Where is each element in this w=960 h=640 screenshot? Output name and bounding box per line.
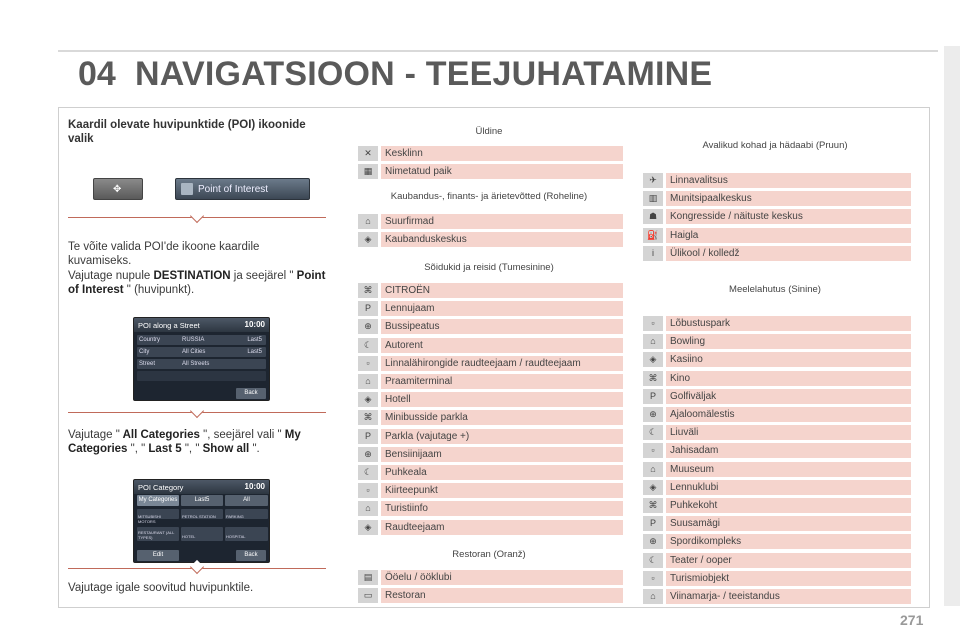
poi-category-icon: ◈	[358, 520, 378, 535]
poi-category-row	[643, 498, 911, 513]
poi-category-icon: ◈	[643, 480, 663, 495]
poi-category-label: Linnavalitsus	[666, 173, 911, 188]
section-travel: Sõidukid ja reisid (Tumesinine)	[424, 262, 554, 273]
poi-category-icon: ⊕	[643, 407, 663, 422]
poi-category-icon: ▤	[358, 570, 378, 585]
page-number: 271	[900, 612, 924, 628]
screen1-row: Country RUSSIA Last5	[137, 335, 266, 345]
poi-category-row	[643, 553, 911, 568]
poi-category-row	[358, 374, 623, 389]
poi-category-screenshot	[133, 479, 270, 563]
poi-category-icon: ☾	[358, 338, 378, 353]
paragraph-2: Vajutage nupule DESTINATION ja seejärel " Point of Interest " (huvipunkt).	[68, 270, 326, 296]
poi-category-label: Kongresside / näituste keskus	[666, 209, 911, 224]
poi-category-label: Munitsipaalkeskus	[666, 191, 911, 206]
poi-category-label: Suusamägi	[666, 516, 911, 531]
poi-category-label: Kiirteepunkt	[381, 483, 623, 498]
poi-category-row	[643, 389, 911, 404]
left-heading: Kaardil olevate huvipunktide (POI) ikoonide valik	[68, 119, 306, 145]
poi-category-row	[358, 520, 623, 535]
poi-button-screenshot	[175, 178, 310, 200]
screen2-title: POI Category	[138, 483, 184, 492]
poi-category-icon: ⌂	[643, 334, 663, 349]
poi-category-row	[358, 483, 623, 498]
poi-category-label: Restoran	[381, 588, 623, 603]
poi-category-label: Bensiinijaam	[381, 447, 623, 462]
poi-category-label: CITROËN	[381, 283, 623, 298]
poi-category-row	[358, 356, 623, 371]
poi-category-icon: P	[358, 301, 378, 316]
poi-category-label: Suurfirmad	[381, 214, 623, 229]
poi-category-row	[358, 338, 623, 353]
poi-category-row	[358, 301, 623, 316]
poi-category-row	[358, 232, 623, 247]
poi-category-row	[643, 589, 911, 604]
poi-category-icon: ▦	[358, 164, 378, 179]
screen2-item: MITSUBISHI MOTORS	[137, 509, 179, 519]
poi-category-row	[358, 319, 623, 334]
screen2-item: PARKING	[225, 509, 268, 519]
poi-category-row	[358, 283, 623, 298]
screen1-title: POI along a Street	[138, 321, 200, 330]
poi-category-row	[643, 571, 911, 586]
poi-category-icon: ▫	[643, 443, 663, 458]
poi-category-label: Puhkeala	[381, 465, 623, 480]
poi-category-row	[643, 173, 911, 188]
poi-category-label: Bussipeatus	[381, 319, 623, 334]
poi-category-label: Parkla (vajutage +)	[381, 429, 623, 444]
poi-category-row	[643, 443, 911, 458]
poi-category-row	[358, 501, 623, 516]
poi-category-row	[358, 146, 623, 161]
poi-along-street-screenshot	[133, 317, 270, 401]
screen2-tab: My Categories	[137, 495, 179, 506]
poi-category-icon: ⌘	[643, 371, 663, 386]
poi-category-label: Hotell	[381, 392, 623, 407]
poi-category-label: Puhkekoht	[666, 498, 911, 513]
poi-category-icon: ⛽	[643, 228, 663, 243]
poi-category-label: Muuseum	[666, 462, 911, 477]
poi-category-label: Viinamarja- / teeistandus	[666, 589, 911, 604]
poi-category-label: Golfiväljak	[666, 389, 911, 404]
poi-category-row	[358, 164, 623, 179]
screen2-item: HOTEL	[181, 527, 223, 541]
poi-category-row	[643, 191, 911, 206]
poi-category-label: Lennujaam	[381, 301, 623, 316]
poi-category-label: Autorent	[381, 338, 623, 353]
paragraph-1: Te võite valida POI'de ikoone kaardile kuvamiseks.	[68, 241, 260, 267]
poi-category-row	[643, 316, 911, 331]
poi-category-icon: ⌘	[643, 498, 663, 513]
section-public: Avalikud kohad ja hädaabi (Pruun)	[702, 140, 848, 151]
poi-category-label: Kino	[666, 371, 911, 386]
poi-category-icon: ☾	[643, 425, 663, 440]
poi-category-icon: i	[643, 246, 663, 261]
screen1-row: Street All Streets	[137, 359, 266, 369]
poi-category-row	[643, 480, 911, 495]
poi-category-icon: ▫	[358, 356, 378, 371]
poi-category-label: Turismiobjekt	[666, 571, 911, 586]
crosshair-icon: ✥	[113, 184, 122, 195]
poi-category-icon: ◈	[643, 352, 663, 367]
screen2-back-button: Back	[236, 550, 266, 561]
poi-category-label: Ülikool / kolledž	[666, 246, 911, 261]
poi-category-row	[358, 588, 623, 603]
poi-category-row	[358, 429, 623, 444]
poi-category-row	[358, 392, 623, 407]
poi-category-label: Lennuklubi	[666, 480, 911, 495]
poi-category-label: Liuväli	[666, 425, 911, 440]
screen2-tab: Last5	[181, 495, 223, 506]
poi-category-row	[358, 410, 623, 425]
poi-category-row	[643, 425, 911, 440]
poi-category-row	[358, 465, 623, 480]
poi-category-label: Lõbustuspark	[666, 316, 911, 331]
poi-category-label: Linnalähirongide raudteejaam / raudteejaam	[381, 356, 623, 371]
poi-category-icon: ⌂	[643, 462, 663, 477]
poi-category-label: Haigla	[666, 228, 911, 243]
poi-category-row	[643, 209, 911, 224]
poi-category-label: Ööelu / ööklubi	[381, 570, 623, 585]
poi-category-icon: P	[643, 389, 663, 404]
poi-category-label: Spordikompleks	[666, 534, 911, 549]
poi-category-row	[643, 246, 911, 261]
poi-category-row	[643, 352, 911, 367]
poi-category-row	[358, 447, 623, 462]
screen2-item: PETROL STATION	[181, 509, 223, 519]
poi-category-icon: ⊕	[358, 447, 378, 462]
poi-category-icon: ⌂	[643, 589, 663, 604]
chapter-title: NAVIGATSIOON - TEEJUHATAMINE	[135, 55, 713, 93]
poi-category-row	[643, 334, 911, 349]
screen1-row: City All Cities Last5	[137, 347, 266, 357]
poi-category-icon: ⌘	[358, 283, 378, 298]
poi-category-icon: ◈	[358, 232, 378, 247]
poi-category-icon: P	[358, 429, 378, 444]
map-button-screenshot	[93, 178, 143, 200]
paragraph-3: Vajutage " All Categories ", seejärel vali " My Categories ", " Last 5 ", " Show all ".	[68, 429, 301, 455]
poi-category-icon: ⌂	[358, 214, 378, 229]
poi-category-label: Kaubanduskeskus	[381, 232, 623, 247]
poi-icon	[181, 183, 193, 195]
poi-category-icon: ▫	[643, 571, 663, 586]
poi-category-row	[643, 407, 911, 422]
poi-category-icon: ⌂	[358, 501, 378, 516]
poi-category-label: Turistiinfo	[381, 501, 623, 516]
poi-category-icon: ▭	[358, 588, 378, 603]
poi-category-label: Ajaloomälestis	[666, 407, 911, 422]
poi-category-label: Jahisadam	[666, 443, 911, 458]
page-edge-tab	[944, 46, 960, 606]
screen2-item: RESTAURANT (ALL TYPES)	[137, 527, 179, 541]
poi-category-label: Minibusside parkla	[381, 410, 623, 425]
screen2-tab: All	[225, 495, 268, 506]
poi-category-icon: P	[643, 516, 663, 531]
screen2-time: 10:00	[244, 482, 265, 491]
screen1-time: 10:00	[244, 320, 265, 329]
poi-category-label: Kasiino	[666, 352, 911, 367]
screen1-back-button: Back	[236, 388, 266, 399]
poi-category-icon: ▫	[643, 316, 663, 331]
poi-category-label: Teater / ooper	[666, 553, 911, 568]
poi-category-icon: ▥	[643, 191, 663, 206]
poi-category-row	[643, 371, 911, 386]
section-business: Kaubandus-, finants- ja ärietevõtted (Roheline)	[390, 191, 588, 202]
poi-category-label: Kesklinn	[381, 146, 623, 161]
poi-category-icon: ☗	[643, 209, 663, 224]
section-leisure: Meelelahutus (Sinine)	[729, 284, 821, 295]
poi-category-icon: ✕	[358, 146, 378, 161]
poi-category-row	[358, 570, 623, 585]
poi-category-row	[643, 462, 911, 477]
poi-category-row	[643, 534, 911, 549]
screen2-edit-button: Edit	[137, 550, 179, 561]
poi-category-label: Nimetatud paik	[381, 164, 623, 179]
screen2-item: HOSPITAL	[225, 527, 268, 541]
screen1-row	[137, 371, 266, 381]
paragraph-4: Vajutage igale soovitud huvipunktile.	[68, 582, 254, 594]
chapter-number: 04	[78, 55, 116, 93]
poi-category-label: Bowling	[666, 334, 911, 349]
poi-button-label: Point of Interest	[198, 184, 269, 195]
poi-category-icon: ✈	[643, 173, 663, 188]
poi-category-icon: ⊕	[643, 534, 663, 549]
poi-category-icon: ☾	[643, 553, 663, 568]
poi-category-icon: ▫	[358, 483, 378, 498]
poi-category-row	[358, 214, 623, 229]
poi-category-row	[643, 228, 911, 243]
poi-category-icon: ⊕	[358, 319, 378, 334]
section-general: Üldine	[475, 126, 503, 137]
poi-category-row	[643, 516, 911, 531]
poi-category-label: Praamiterminal	[381, 374, 623, 389]
poi-category-label: Raudteejaam	[381, 520, 623, 535]
poi-category-icon: ⌂	[358, 374, 378, 389]
section-restaurant: Restoran (Oranž)	[452, 549, 526, 560]
poi-category-icon: ◈	[358, 392, 378, 407]
poi-category-icon: ⌘	[358, 410, 378, 425]
poi-category-icon: ☾	[358, 465, 378, 480]
header-rule	[58, 50, 938, 52]
